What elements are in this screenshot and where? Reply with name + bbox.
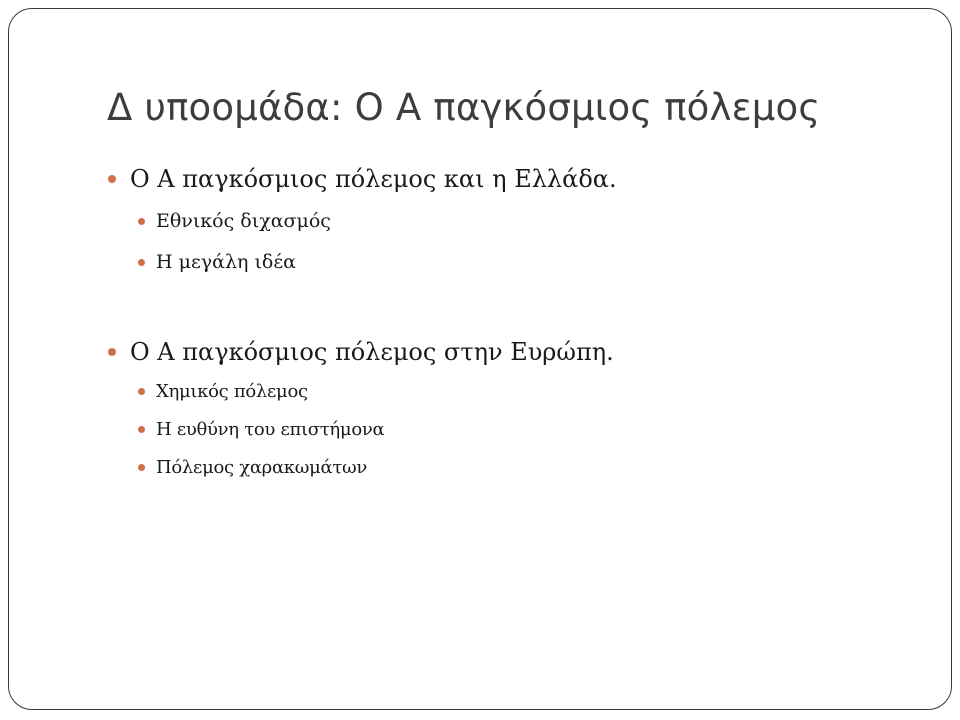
bullet-dot [108,348,116,356]
sub-bullet-text: Η ευθύνη του επιστήμονα [156,418,385,440]
bullet-dot [138,388,145,395]
sub-bullet-item [138,206,331,236]
sub-bullet-text: Πόλεμος χαρακωμάτων [156,456,368,478]
sub-bullet-text: Η μεγάλη ιδέα [156,251,297,273]
sub-bullet-item [138,415,384,443]
sub-bullet-item [138,247,296,277]
slide-title: Δ υποομάδα: Ο Α παγκόσμιος πόλεμος [107,86,821,129]
bullet-text: Ο Α παγκόσμιος πόλεμος στην Ευρώπη. [130,338,614,366]
sub-bullet-text: Εθνικός διχασμός [156,210,331,232]
bullet-dot [138,259,145,266]
bullet-dot [138,464,145,471]
bullet-item-greece [108,162,617,196]
sub-bullet-text: Χημικός πόλεμος [156,380,308,402]
bullet-dot [138,426,145,433]
sub-bullet-item [138,377,308,405]
bullet-dot [138,218,145,225]
bullet-dot [108,175,116,183]
sub-bullet-item [138,453,367,481]
bullet-item-europe [108,335,614,369]
bullet-text: Ο Α παγκόσμιος πόλεμος και η Ελλάδα. [130,165,617,193]
